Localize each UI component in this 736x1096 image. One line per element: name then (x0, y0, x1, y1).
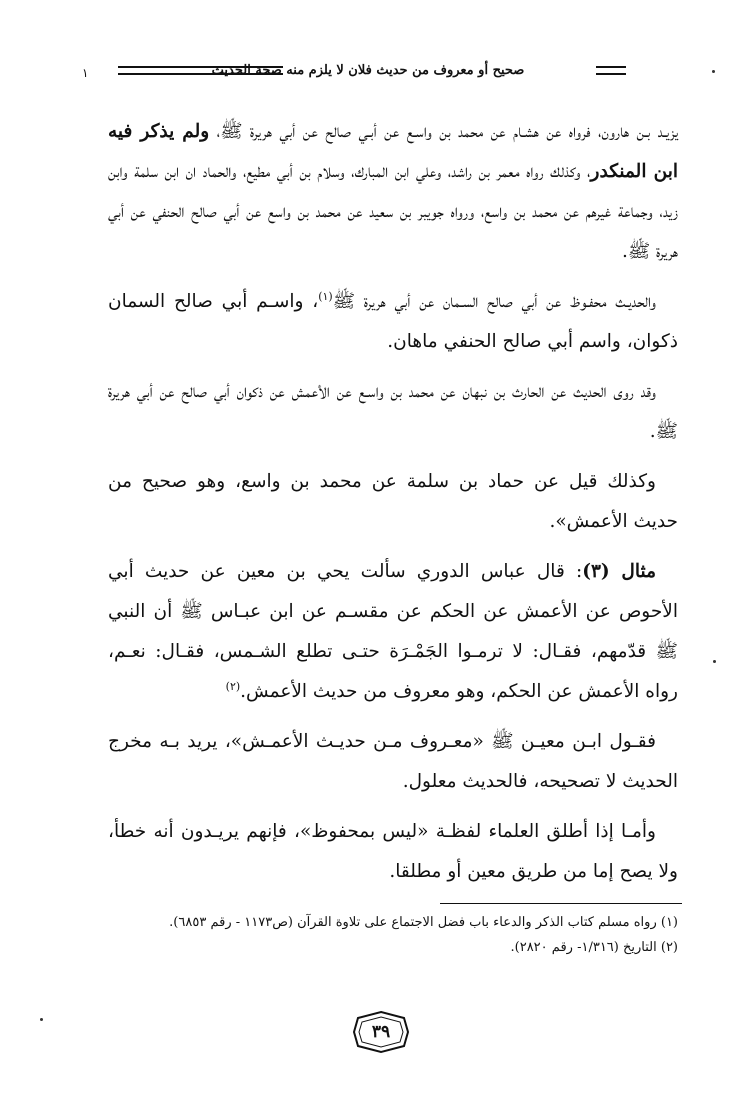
paragraph (108, 112, 678, 272)
footnote-ref: (٢) (225, 679, 241, 693)
footnote-2: (٢) التاريخ (١/٣١٦- رقم ٢٨٢٠). (510, 940, 678, 955)
scan-speck (40, 1018, 43, 1021)
header-title: صحيح أو معروف من حديث فلان لا يلزم منه صحة الحديث (211, 62, 525, 78)
paragraph (108, 722, 678, 802)
footnote-1: (١) رواه مسلم كتاب الذكر والدعاء باب فضل الاجتماع على تلاوة القرآن (ص١١٧٣ - رقم ٦٨٥٣). (169, 915, 678, 930)
scan-speck (713, 660, 716, 663)
header-rule-left (118, 66, 283, 75)
page-number: ٣٩ (371, 1022, 391, 1042)
text-run: ، وكذلك رواه معمر بن راشد، وعلي ابن المبارك، وسلام بن أبي مطيع، والحماد ان ابن سلمة وابن زيد، وجماعة غيرهم عن محمد بن واسع، ورواه جويبر بن سعيد عن محمد بن واسع عن أبي صالح الحنفي عن أبي هريرة ﷺ. (108, 161, 678, 262)
footnote-ref: (١) (318, 289, 333, 303)
header-left-mark: ١ (82, 66, 89, 80)
paragraph (108, 812, 678, 892)
text-run: يزيـد بـن هارون، فرواه عن هشـام عن محمد بن واسـع عن أبـي صالح عن أبي هريرة ﷺ، (209, 121, 679, 142)
main-text (108, 112, 678, 902)
scan-speck (712, 70, 715, 73)
text-run: ، واسـم أبي صالح السمان ذكوان، واسم أبي صالح الحنفي ماهان. (108, 291, 678, 352)
running-header (118, 58, 618, 82)
footnote-separator (440, 903, 682, 904)
paragraph (108, 552, 678, 712)
text-run: مثال (٣) (582, 561, 656, 582)
paragraph (108, 462, 678, 542)
paragraph (108, 282, 678, 362)
text-run: : قال عباس الدوري سألت يحي بن معين عن حديث أبي الأحوص عن الأعمش عن الحكم عن مقسـم عن ابن عبـاس ﷺ أن النبي ﷺ قدّمهم، فقـال: لا ترمـوا الجَمْـرَة حتـى تطلع الشـمس، فقـال: نعـم، رواه الأعمش عن الحكم، وهو معروف من حديث الأعمش. (108, 561, 678, 702)
text-run: وأمـا إذا أطلق العلماء لفظـة «ليس بمحفوظ»، فإنهم يريـدون أنه خطأ، ولا يصح إما من طريق معين أو مطلقا. (108, 821, 678, 882)
footnotes (108, 910, 678, 960)
text-run: والحديـث محفـوظ عن أبي صالح السـمان عن أبي هريرة ﷺ (332, 291, 656, 312)
text-run: وقد روى الحديث عن الحارث بن نبهان عن محمد بن واسـع عن الأعمش عن ذكوان أبي صالح عن أبي هريرة ﷺ. (108, 381, 678, 442)
header-rule-right (596, 66, 626, 75)
text-run: وكذلك قيل عن حماد بن سلمة عن محمد بن واسع، وهو صحيح من حديث الأعمش». (108, 471, 678, 532)
paragraph (108, 372, 678, 452)
text-run: ولم يذكر فيه ابن المنكدر (108, 121, 679, 182)
text-run: فقـول ابـن معيـن ﷺ «معـروف مـن حديـث الأعمـش»، يريد بـه مخرج الحديث لا تصحيحه، فالحديث معلول. (108, 731, 678, 792)
page-number-ornament (352, 1010, 410, 1054)
